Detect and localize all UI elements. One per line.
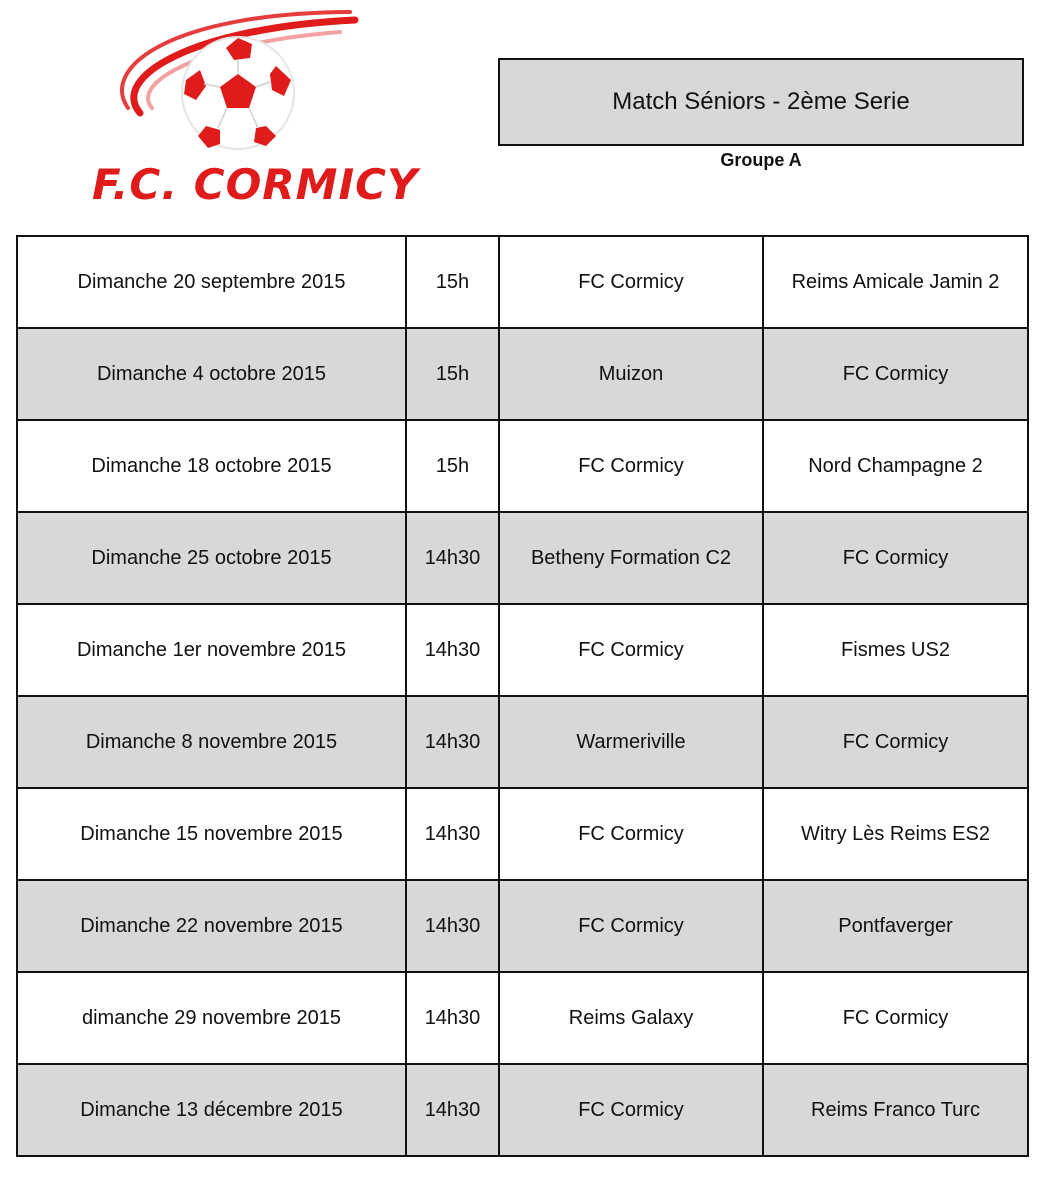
away-team: Reims Franco Turc bbox=[763, 1064, 1028, 1156]
table-row bbox=[17, 512, 1028, 604]
table-row bbox=[17, 696, 1028, 788]
match-time: 14h30 bbox=[406, 1064, 499, 1156]
match-time: 14h30 bbox=[406, 512, 499, 604]
match-date: Dimanche 18 octobre 2015 bbox=[17, 420, 406, 512]
table-row bbox=[17, 880, 1028, 972]
group-label: Groupe A bbox=[720, 150, 802, 170]
away-team: Fismes US2 bbox=[763, 604, 1028, 696]
match-date: Dimanche 22 novembre 2015 bbox=[17, 880, 406, 972]
away-team: Reims Amicale Jamin 2 bbox=[763, 236, 1028, 328]
home-team: FC Cormicy bbox=[499, 604, 763, 696]
match-schedule-table bbox=[16, 235, 1029, 1157]
match-time: 15h bbox=[406, 420, 499, 512]
soccer-ball-icon bbox=[70, 8, 410, 168]
match-time: 14h30 bbox=[406, 880, 499, 972]
table-row bbox=[17, 236, 1028, 328]
home-team: Muizon bbox=[499, 328, 763, 420]
home-team: Betheny Formation C2 bbox=[499, 512, 763, 604]
home-team: FC Cormicy bbox=[499, 1064, 763, 1156]
match-time: 15h bbox=[406, 236, 499, 328]
away-team: Nord Champagne 2 bbox=[763, 420, 1028, 512]
match-time: 14h30 bbox=[406, 788, 499, 880]
home-team: FC Cormicy bbox=[499, 880, 763, 972]
match-date: Dimanche 13 décembre 2015 bbox=[17, 1064, 406, 1156]
away-team: FC Cormicy bbox=[763, 328, 1028, 420]
club-name: F.C. CORMICY bbox=[92, 160, 419, 209]
match-time: 14h30 bbox=[406, 696, 499, 788]
match-date: Dimanche 25 octobre 2015 bbox=[17, 512, 406, 604]
away-team: Witry Lès Reims ES2 bbox=[763, 788, 1028, 880]
match-date: dimanche 29 novembre 2015 bbox=[17, 972, 406, 1064]
table-row bbox=[17, 972, 1028, 1064]
away-team: Pontfaverger bbox=[763, 880, 1028, 972]
away-team: FC Cormicy bbox=[763, 696, 1028, 788]
match-date: Dimanche 15 novembre 2015 bbox=[17, 788, 406, 880]
match-date: Dimanche 8 novembre 2015 bbox=[17, 696, 406, 788]
home-team: Warmeriville bbox=[499, 696, 763, 788]
match-time: 15h bbox=[406, 328, 499, 420]
club-logo bbox=[70, 8, 419, 209]
table-row bbox=[17, 604, 1028, 696]
match-date: Dimanche 20 septembre 2015 bbox=[17, 236, 406, 328]
match-time: 14h30 bbox=[406, 604, 499, 696]
home-team: FC Cormicy bbox=[499, 788, 763, 880]
match-date: Dimanche 4 octobre 2015 bbox=[17, 328, 406, 420]
home-team: FC Cormicy bbox=[499, 420, 763, 512]
table-row bbox=[17, 1064, 1028, 1156]
home-team: Reims Galaxy bbox=[499, 972, 763, 1064]
table-row bbox=[17, 420, 1028, 512]
match-date: Dimanche 1er novembre 2015 bbox=[17, 604, 406, 696]
match-time: 14h30 bbox=[406, 972, 499, 1064]
table-row bbox=[17, 788, 1028, 880]
away-team: FC Cormicy bbox=[763, 512, 1028, 604]
away-team: FC Cormicy bbox=[763, 972, 1028, 1064]
page-title: Match Séniors - 2ème Serie bbox=[498, 58, 1024, 146]
table-row bbox=[17, 328, 1028, 420]
home-team: FC Cormicy bbox=[499, 236, 763, 328]
